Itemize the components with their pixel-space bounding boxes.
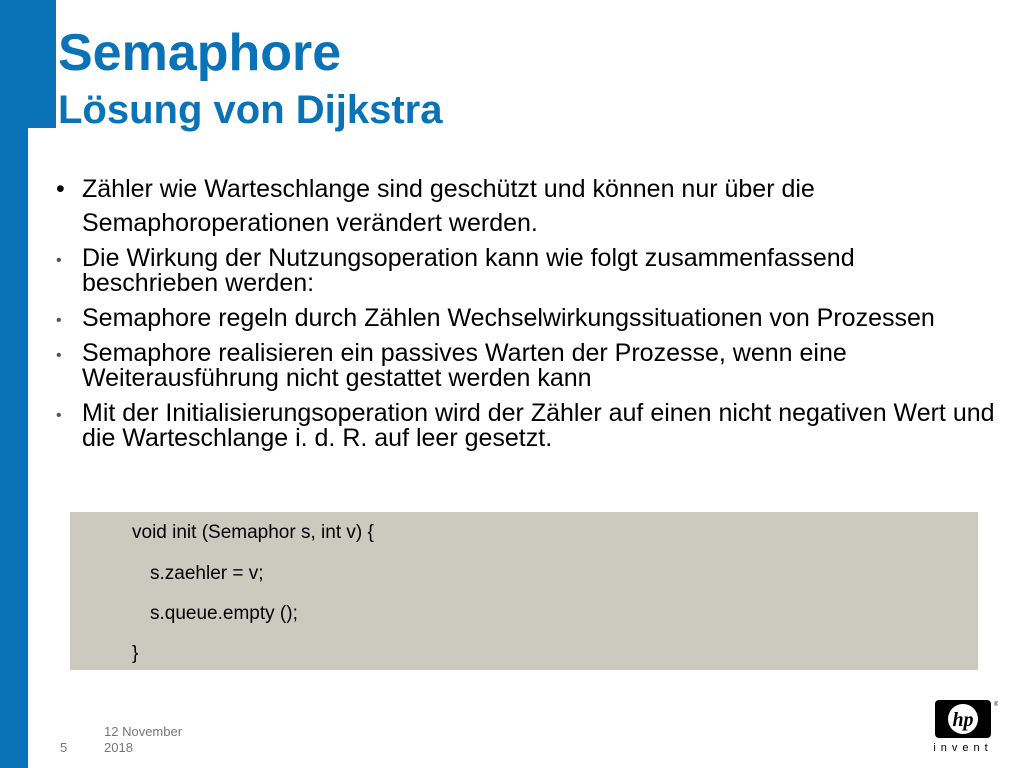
list-item [56, 401, 996, 451]
slide-title: Semaphore [58, 24, 342, 82]
bullet-icon: • [56, 175, 65, 203]
bullet-text: Die Wirkung der Nutzungsoperation kann wie folgt zusammenfassend beschrieben werden: [82, 244, 855, 297]
code-line: s.zaehler = v; [150, 563, 264, 584]
bullet-icon: • [56, 252, 62, 269]
code-line: s.queue.empty (); [150, 603, 298, 624]
bullet-text: Semaphore regeln durch Zählen Wechselwirkungssituationen von Prozessen [82, 304, 935, 332]
code-block [70, 512, 978, 670]
footer-date-line: 12 November [104, 724, 183, 739]
list-item [56, 172, 996, 240]
bullet-text: Mit der Initialisierungsoperation wird der Zähler auf einen nicht negativen Wert und die Warteschlange i. d. R. auf leer gesetzt. [82, 399, 995, 452]
hp-invent-logo [928, 698, 998, 754]
bullet-icon: • [56, 347, 62, 364]
list-item [56, 306, 996, 331]
bullet-icon: • [56, 407, 62, 424]
bullet-list [56, 172, 996, 461]
footer-date [104, 724, 182, 756]
code-line: void init (Semaphor s, int v) { [132, 522, 374, 543]
bullet-icon: • [56, 312, 62, 329]
left-accent-notch [28, 0, 56, 128]
bullet-text: Zähler wie Warteschlange sind geschützt und können nur über die Semaphoroperationen verändert werden. [82, 175, 815, 237]
slide-subtitle: Lösung von Dijkstra [58, 88, 443, 132]
code-line: } [132, 643, 139, 664]
list-item [56, 246, 996, 296]
footer-date-line: 2018 [104, 740, 133, 755]
logo-mark: hp [952, 709, 974, 731]
page-number: 5 [60, 740, 68, 755]
bullet-text: Semaphore realisieren ein passives Warten der Prozesse, wenn eine Weiterausführung nicht gestattet werden kann [82, 339, 847, 392]
svg-text:®: ® [994, 702, 998, 708]
list-item [56, 341, 996, 391]
left-accent-bar [0, 0, 28, 768]
logo-tagline: invent [933, 742, 993, 754]
